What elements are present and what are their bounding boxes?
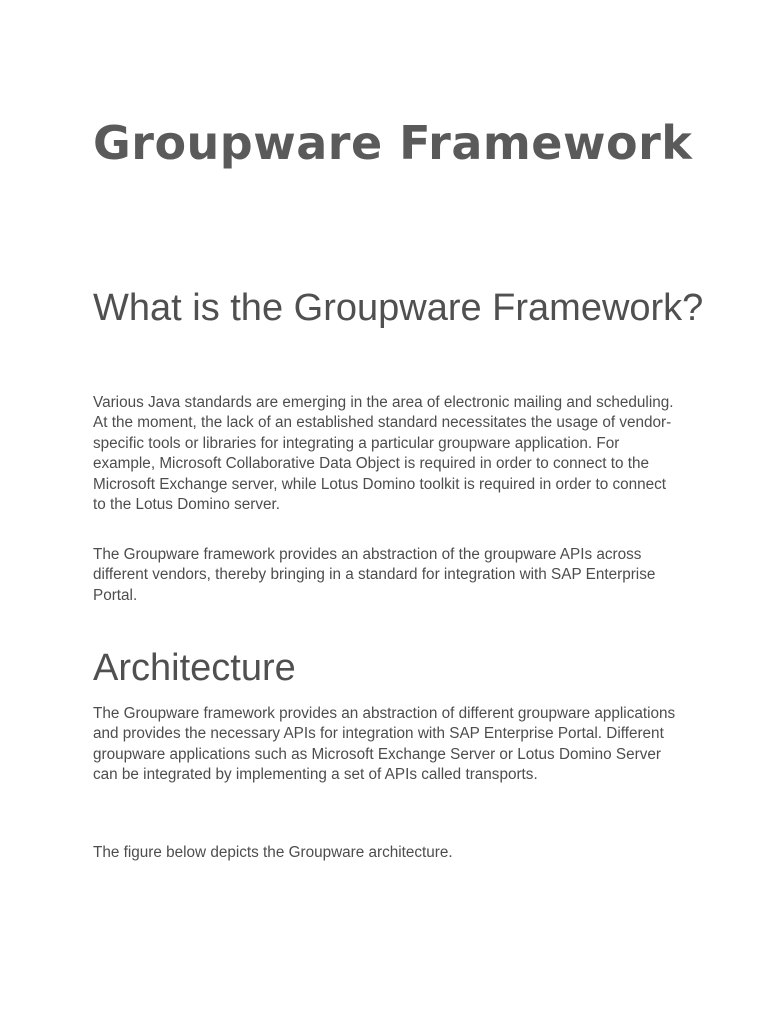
- section1-paragraph-2: The Groupware framework provides an abstraction of the groupware APIs across different vendors, thereby bringing in a standard for integration with SAP Enterprise Portal.: [93, 546, 656, 604]
- section2-paragraph-2: The figure below depicts the Groupware architecture.: [93, 844, 453, 861]
- section2-paragraph-1: The Groupware framework provides an abstraction of different groupware applications and provides the necessary APIs for integration with SAP Enterprise Portal. Different groupware applications such as Microsoft Exchange Server or Lotus Domino Server can be integrated by implementing a set of APIs called transports.: [93, 705, 676, 784]
- section-heading-what-is: What is the Groupware Framework?: [93, 287, 704, 329]
- section1-paragraph-1: Various Java standards are emerging in the area of electronic mailing and scheduling. At the moment, the lack of an established standard necessitates the usage of vendor-specific tools or libraries for integrating a particular groupware application. For example, Microsoft Collaborative Data Object is required in order to connect to the Microsoft Exchange server, while Lotus Domino toolkit is required in order to connect to the Lotus Domino server.: [93, 394, 674, 514]
- document-title: Groupware Framework: [93, 116, 693, 170]
- section-heading-architecture: Architecture: [93, 647, 296, 689]
